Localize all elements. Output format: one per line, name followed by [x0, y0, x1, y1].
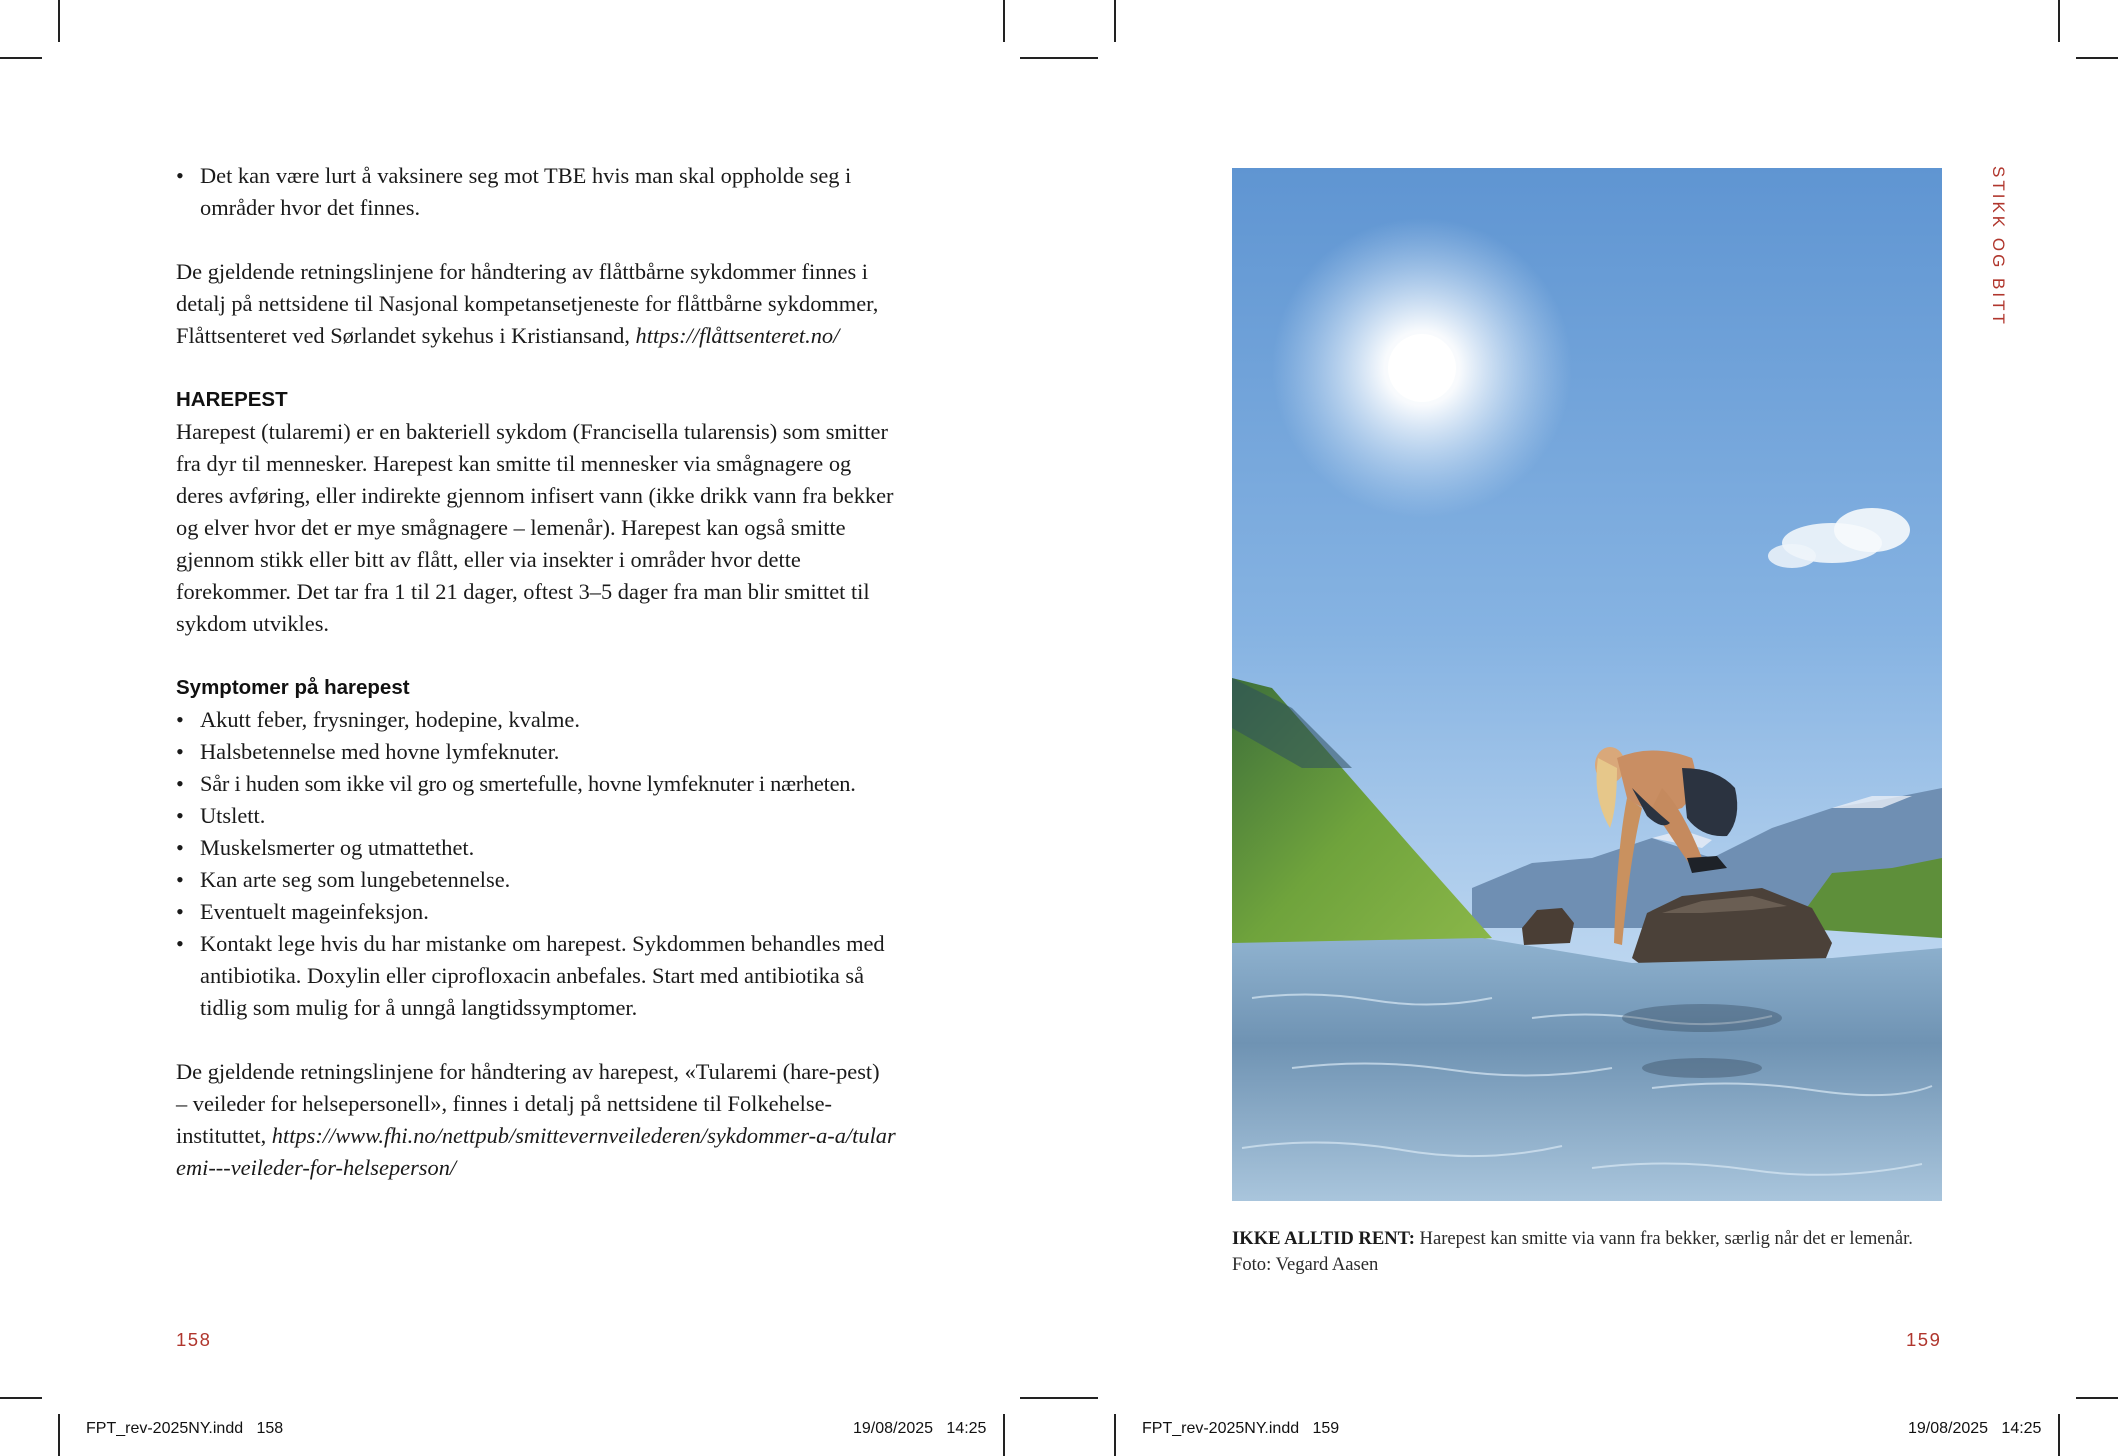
crop-mark — [1003, 1414, 1005, 1456]
crop-mark — [2076, 1397, 2118, 1399]
landscape-photo-illustration — [1232, 168, 1942, 1201]
caption-credit: Foto: Vegard Aasen — [1232, 1253, 1379, 1275]
crop-mark — [1114, 0, 1116, 42]
left-page-text — [176, 160, 896, 1216]
slug-left-file: FPT_rev-2025NY.indd 158 — [86, 1420, 284, 1437]
tick-guidelines-url[interactable]: https://flåttsenteret.no/ — [635, 323, 840, 348]
list-item: • Sår i huden som ikke vil gro og smertefulle, hovne lymfeknuter i nærheten. — [176, 768, 896, 800]
list-item: • Muskelsmerter og utmattethet. — [176, 832, 896, 864]
photo-woman-by-stream — [1232, 168, 1942, 1201]
page-number-right: 159 — [1906, 1329, 1942, 1350]
harepest-heading: HAREPEST — [176, 388, 288, 411]
hare-guidelines-url[interactable]: https://www.fhi.no/nettpub/smittevernveilederen/sykdommer-a-a/tularemi---veileder-for-helseperson/ — [176, 1123, 896, 1180]
list-item: • Kan arte seg som lungebetennelse. — [176, 864, 896, 896]
page-number-left: 158 — [176, 1329, 212, 1350]
harepest-body: Harepest (tularemi) er en bakteriell sykdom (Francisella tularensis) som smitter fra dyr til mennesker. Harepest kan smitte til mennesker via smågnagere og deres avføring, eller indirekte gjennom infisert vann (ikke drikk vann fra bekker og elver hvor det er mye smågnagere – lemenår). Harepest kan også smitte gjennom stikk eller bitt av flått, eller via insekter i områder hvor dette forekommer. Det tar fra 1 til 21 dager, oftest 3–5 dager fra man blir smittet til sykdom utvikles. — [176, 419, 894, 636]
list-item: • Halsbetennelse med hovne lymfeknuter. — [176, 736, 896, 768]
list-item: • Akutt feber, frysninger, hodepine, kvalme. — [176, 704, 896, 736]
tbe-bullet-list — [176, 160, 896, 224]
crop-mark — [1020, 57, 1098, 59]
crop-mark — [1114, 1414, 1116, 1456]
caption-text: Harepest kan smitte via vann fra bekker, særlig når det er lemenår. — [1414, 1228, 1913, 1249]
crop-mark — [1020, 1397, 1098, 1399]
symptoms-heading: Symptomer på harepest — [176, 676, 410, 699]
symptoms-list — [176, 704, 896, 1024]
crop-mark — [2058, 1414, 2060, 1456]
crop-mark — [2076, 57, 2118, 59]
crop-mark — [58, 0, 60, 42]
crop-mark — [1003, 0, 1005, 42]
running-head: STIKK OG BITT — [1989, 166, 2008, 327]
caption-line — [1232, 1226, 1952, 1252]
slug-right-file: FPT_rev-2025NY.indd 159 — [1142, 1420, 1340, 1437]
tick-guidelines-text: De gjeldende retningslinjene for håndtering av flåttbårne sykdommer finnes i detalj på nettsidene til Nasjonal kompetansetjeneste for flåttbårne sykdommer, Flåttsenteret ved Sørlandet sykehus i Kristiansand, — [176, 259, 879, 348]
hare-guidelines-text: De gjeldende retningslinjene for håndtering av harepest, «Tularemi (hare-pest) – veileder for helsepersonell», finnes i detalj på nettsidene til Folkehelse-instituttet, — [176, 1059, 880, 1148]
caption-bold: IKKE ALLTID RENT: — [1232, 1228, 1415, 1249]
list-item: • Utslett. — [176, 800, 896, 832]
crop-mark — [2058, 0, 2060, 42]
crop-mark — [0, 1397, 42, 1399]
hare-guidelines-paragraph — [176, 1056, 896, 1184]
list-item: • Kontakt lege hvis du har mistanke om harepest. Sykdommen behandles med antibiotika. Doxylin eller ciprofloxacin anbefales. Start med antibiotika så tidlig som mulig for å unngå langtidssymptomer. — [176, 928, 896, 1024]
slug-right-date: 19/08/2025 14:25 — [1908, 1420, 2042, 1437]
crop-mark — [0, 57, 42, 59]
list-item: • Eventuelt mageinfeksjon. — [176, 896, 896, 928]
crop-mark — [58, 1414, 60, 1456]
slug-left-date: 19/08/2025 14:25 — [853, 1420, 987, 1437]
photo-caption — [1232, 1226, 1952, 1277]
list-item: • Det kan være lurt å vaksinere seg mot TBE hvis man skal oppholde seg i områder hvor det finnes. — [176, 160, 896, 224]
tick-guidelines-paragraph — [176, 256, 896, 352]
